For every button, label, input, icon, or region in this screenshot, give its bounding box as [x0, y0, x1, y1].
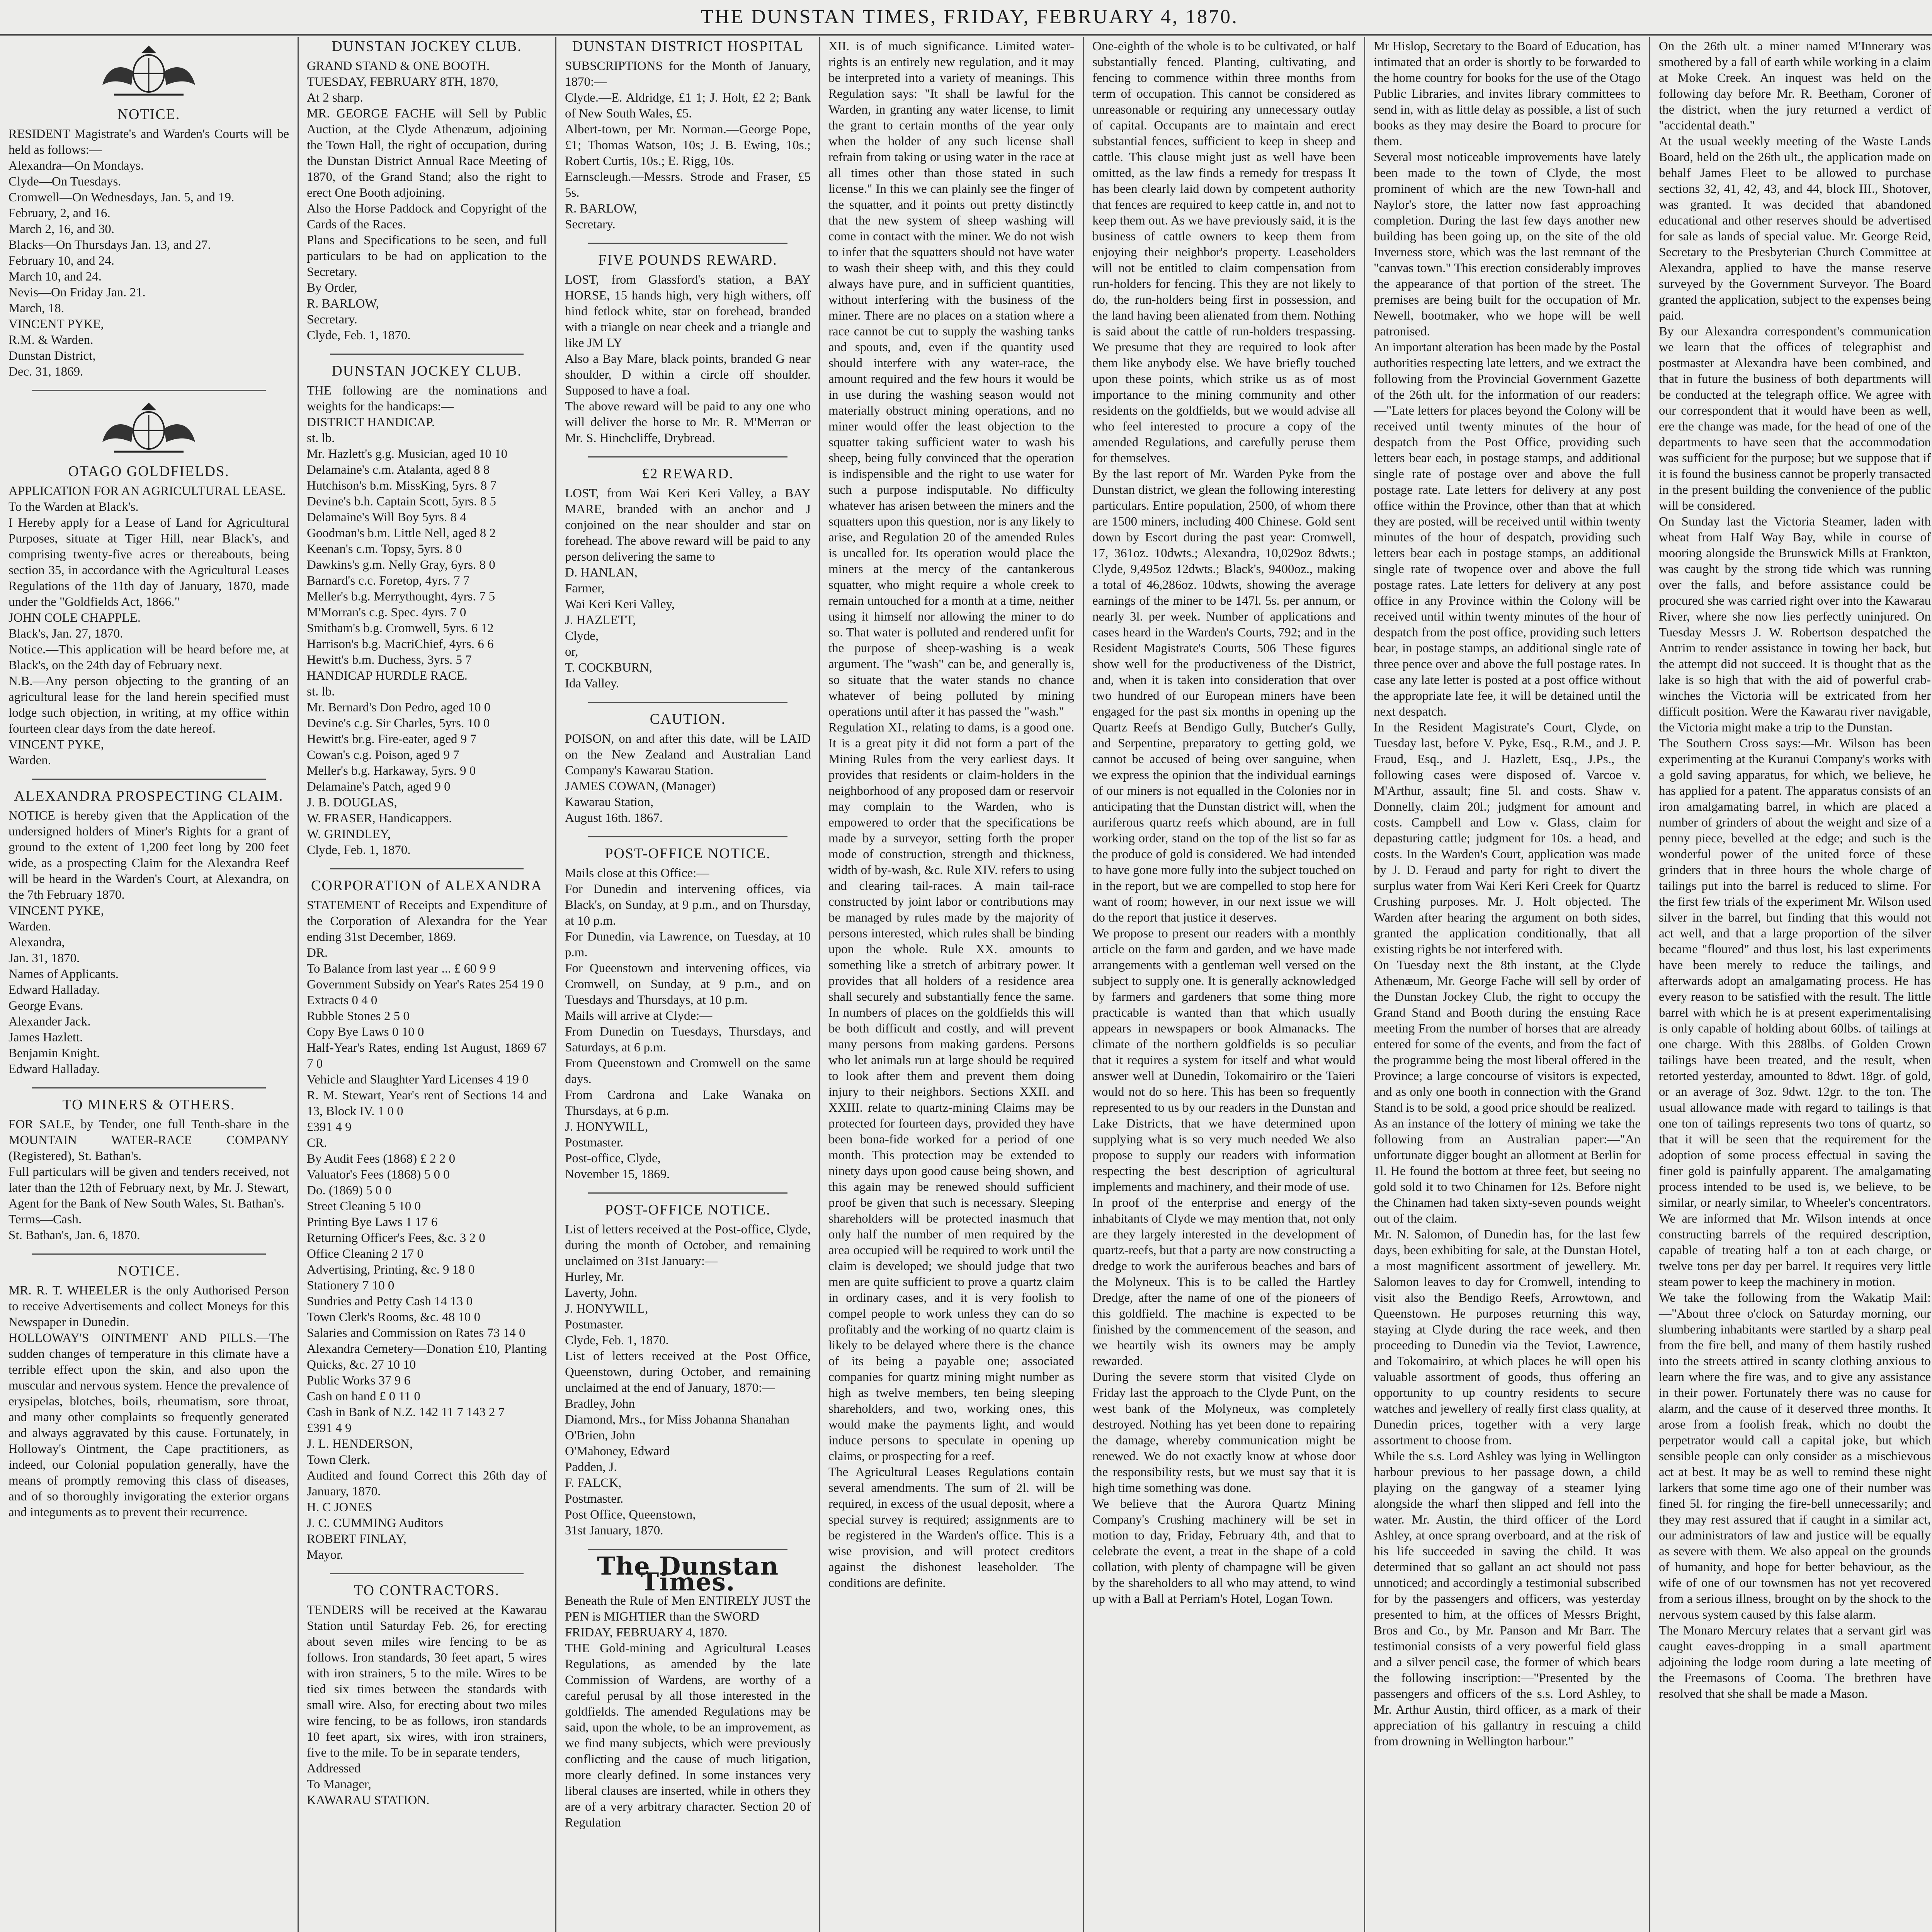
article-separator — [32, 1087, 266, 1088]
article-block — [828, 39, 1074, 1591]
article-text: THE following are the nominations and weights for the handicaps:— DISTRICT HANDICAP. st. lb. Mr. Hazlett's g.g. Musician, aged 10 10 Delamaine's c.m. Atalanta, aged 8 8 Hutchison's b.m. MissKing, 5yrs. 8 7 Devine's b.h. Captain Scott, 5yrs. 8 5 Delamaine's Will Boy 5yrs. 8 4 Goodman's b.m. Little Nell, aged 8 2 Keenan's c.m. Topsy, 5yrs. 8 0 Dawkins's g.m. Nelly Gray, 6yrs. 8 0 Barnard's c.c. Foretop, 4yrs. 7 7 Meller's b.g. Merrythought, 4yrs. 7 5 M'Morran's c.g. Spec. 4yrs. 7 0 Smitham's b.g. Cromwell, 5yrs. 6 12 Harrison's b.g. MacriChief, 4yrs. 6 6 Hewitt's b.m. Duchess, 3yrs. 5 7 HANDICAP HURDLE RACE. st. lb. Mr. Bernard's Don Pedro, aged 10 0 Devine's c.g. Sir Charles, 5yrs. 10 0 Hewitt's br.g. Fire-eater, aged 9 7 Cowan's c.g. Poison, aged 9 7 Meller's b.g. Harkaway, 5yrs. 9 0 Delamaine's Patch, aged 9 0 J. B. DOUGLAS, W. FRASER, Handicappers. W. GRINDLEY, Clyde, Feb. 1, 1870. — [307, 384, 547, 857]
article-separator — [330, 1573, 524, 1574]
article-text: On the 26th ult. a miner named M'Innerary was smothered by a fall of earth while working in a claim at Moke Creek. An inquest was held on the following day before Mr. R. Beetham, Coroner of the district, when the jury returned a verdict of "accidental death." At the usual weekly meeting of the Waste Lands Board, held on the 26th ult., the application made on behalf James Fleet to be allowed to purchase sections 32, 41, 42, 43, and 44, block III., Shotover, was granted. It was decided that abandoned educational and other reserves should be advertised for sale as lands of special value. Mr. George Reid, Secretary to the Presbyterian Church Committee at Alexandra, applied to have the manse reserve surveyed by the Government Surveyor. The Board granted the application, subject to the expenses being paid. By our Alexandra correspondent's communication we learn that the offices of telegraphist and postmaster at Alexandra have been combined, and that in future the business of both departments will be conducted at the telegraph office. We agree with our correspondent that it would have been as well, ere the change was made, for the head of one of the departments to have seen that the accommodation was sufficient for the purpose; but we suppose that if it is found the business cannot be properly transacted in the present building the convenience of the public will be considered. On Sunday last the Victoria Steamer, laden with wheat from Half Way Bay, while in course of mooring alongside the Brunswick Mills at Frankton, was caught by the strong tide which was running over the falls, and before assistance could be procured she was carried right over into the Kawarau River, where she now lies perfectly uninjured. On Tuesday Messrs J. W. Robertson despatched the Antrim to render assistance in towing her back, but the attempt did not succeed. It is thought that as the lake is so high that with the aid of powerful crab-winches the Victoria will be extricated from her difficult position. Were the Kawarau river navigable, the Victoria might make a trip to the Dunstan. The Southern Cross says:—Mr. Wilson has been experimenting at the Kuranui Company's works with a gold saving apparatus, for which, we believe, he has applied for a patent. The apparatus consists of an iron amalgamating barrel, in which are placed a number of grinders of about the weight and size of a penny piece, bevelled at the edge; and such is the wonderful power of the united force of these grinders that in three hours the whole charge of tailings put into the barrel is reduced to slime. For the first few trials of the experiment Mr. Wilson used silver in the barrel, but finding that this would not act well, and that a large proportion of the silver became "floured" and thus lost, his last experiments have been merely to reduce the tailings, and afterwards adopt an amalgamating process. He has every reason to be satisfied with the result. The little barrel with which he is at present experimentalising is only capable of holding about 60lbs. of tailings at one charge. With this 288lbs. of Golden Crown tailings have been treated, and the result, when retorted yesterday, amounted to 8dwt. 18gr. of gold, or an average of 3oz. 9dwt. 12gr. to the ton. The usual allowance made with regard to tailings is that one ton of tailings represents two tons of quartz, so that it will be seen that the requirement for the adoption of some process effectual in saving the finer gold is painfully apparent. The amalgamating process intended to be used is, we believe, to be similar, or nearly similar, to Wheeler's concentrators. We are informed that Mr. Wilson intends at once constructing barrels of the required description, capable of treating half a ton at each charge, or twelve tons per day per barrel. It requires very little steam power to keep the machinery in motion. We take the following from the Wakatip Mail:—"About three o'clock on Saturday morning, our slumbering inhabitants were startled by a sharp peal from the fire bell, and many of them hastily rushed into the streets attired in scanty clothing anxious to learn where the fire was, and to give any assistance in their power. Fortunately there was no cause for alarm, and the cause of it deserved three months. It arose from a foolish freak, which no doubt the perpetrator would call a capital joke, but which sensible people can only consider as a mischievous act at best. It may be as well to remind these night larkers that some time ago one of their number was fined 5l. for ringing the fire-bell unnecessarily; and they may rest assured that if caught in a similar act, our administrators of law and justice will be equally as severe with them. We also appeal on the grounds of humanity, and hope for better behaviour, as the wife of one of our townsmen has not yet recovered from a serious illness, brought on by the shock to the nervous system caused by this false alarm. The Monaro Mercury relates that a servant girl was caught eaves-dropping in a small apartment adjoining the lodge room during a late meeting of the Freemasons of Cooma. The brethren have resolved that she shall be made a Mason. — [1659, 39, 1931, 1701]
article-separator — [32, 390, 266, 391]
article-text: LOST, from Glassford's station, a BAY HORSE, 15 hands high, very high withers, off hind fetlock white, star on forehead, branded with a triangle on near cheek and a triangle and like JM LY Also a Bay Mare, black points, branded G near shoulder, D within a circle off shoulder. Supposed to have a foal. The above reward will be paid to any one who will deliver the horse to Mr. R. M'Merran or Mr. S. Hinchcliffe, Drybread. — [565, 273, 811, 445]
article-block — [9, 400, 289, 769]
article-heading: POST-OFFICE NOTICE. — [605, 845, 771, 862]
royal-crest-icon — [91, 43, 207, 100]
article-text: Beneath the Rule of Men ENTIRELY JUST the PEN is MIGHTIER than the SWORD FRIDAY, FEBRUARY 4, 1870. THE Gold-mining and Agricultural Leases Regulations, as amended by the late Commission of Wardens, are worthy of a careful perusal by all those interested in the goldfields. The amended Regulations may be said, upon the whole, to be an improvement, as we find many subjects, which were previously conflicting and the cause of much litigation, more clearly defined. In some instances very liberal clauses are inserted, while in others they are of a very arbitrary character. Section 20 of Regulation — [565, 1594, 811, 1830]
article-heading: DUNSTAN JOCKEY CLUB. — [332, 363, 522, 379]
article-text: Mails close at this Office:— For Dunedin and intervening offices, via Black's, on Sunday, at 9 p.m., and on Thursday, at 10 p.m. For Dunedin, via Lawrence, on Tuesday, at 10 p.m. For Queenstown and intervening offices, via Cromwell, on Sunday, at 9 p.m., and on Tuesdays and Thursdays, at 10 p.m. Mails will arrive at Clyde:— From Dunedin on Tuesdays, Thursdays, and Saturdays, at 6 p.m. From Queenstown and Cromwell on the same days. From Cardrona and Lake Wanaka on Thursdays, at 6 p.m. J. HONYWILL, Postmaster. Post-office, Clyde, November 15, 1869. — [565, 866, 811, 1181]
article-separator — [588, 1549, 787, 1550]
column-2 — [298, 39, 555, 1932]
article-text: MR. R. T. WHEELER is the only Authorised Person to receive Advertisements and collect Moneys for this Newspaper in Dunedin. HOLLOWAY'S OINTMENT AND PILLS.—The sudden changes of temperature in this climate have a terrible effect upon the skin, and also upon the muscular and nervous system. Hence the prevalence of erysipelas, blotches, boils, rheumatism, sore throat, and many other complaints so frequently generated and always aggravated by this cause. Fortunately, in Holloway's Ointment, the Cape practitioners, as indeed, our Colonial population generally, have the means of promptly removing this class of diseases, and of so thoroughly invigorating the exterior organs and integuments as to prevent their recurrence. — [9, 1284, 289, 1519]
article-block — [307, 878, 547, 1563]
article-block — [9, 788, 289, 1077]
article-heading: FIVE POUNDS REWARD. — [598, 252, 777, 268]
article-separator — [588, 1192, 787, 1194]
column-7 — [1650, 39, 1932, 1932]
article-text: TENDERS will be received at the Kawarau Station until Saturday Feb. 26, for erecting about seven miles wire fencing to be as follows. Iron standards, 30 feet apart, 5 wires with iron strainers, 5 to the mile. Wires to be tied six times between the standards with small wire. Also, for erecting about two miles wire fencing, to be as follows, iron standards 10 feet apart, six wires, with iron strainers, five to the mile. To be in separate tenders, Addressed To Manager, KAWARAU STATION. — [307, 1603, 547, 1807]
article-block — [307, 363, 547, 858]
article-block — [1374, 39, 1641, 1750]
royal-crest-icon — [91, 400, 207, 457]
article-text: NOTICE is hereby given that the Application of the undersigned holders of Miner's Rights for a grant of ground to the extent of 1,200 feet long by 200 feet wide, as a prospecting Claim for the Alexandra Reef will be heard in the Warden's Court, at Alexandra, on the 7th February 1870. VINCENT PYKE, Warden. Alexandra, Jan. 31, 1870. Names of Applicants. Edward Halladay. George Evans. Alexander Jack. James Hazlett. Benjamin Knight. Edward Halladay. — [9, 809, 289, 1076]
article-text: STATEMENT of Receipts and Expenditure of the Corporation of Alexandra for the Year ending 31st December, 1869. DR. To Balance from last year ... £ 60 9 9 Government Subsidy on Year's Rates 254 19 0 Extracts 0 4 0 Rubble Stones 2 5 0 Copy Bye Laws 0 10 0 Half-Year's Rates, ending 1st August, 1869 67 7 0 Vehicle and Slaughter Yard Licenses 4 19 0 R. M. Stewart, Year's rent of Sections 14 and 13, Block IV. 1 0 0 £391 4 9 CR. By Audit Fees (1868) £ 2 2 0 Valuator's Fees (1868) 5 0 0 Do. (1869) 5 0 0 Street Cleaning 5 10 0 Printing Bye Laws 1 17 6 Returning Officer's Fees, &c. 3 2 0 Office Cleaning 2 17 0 Advertising, Printing, &c. 9 18 0 Stationery 7 10 0 Sundries and Petty Cash 14 13 0 Town Clerk's Rooms, &c. 48 10 0 Salaries and Commission on Rates 73 14 0 Alexandra Cemetery—Donation £10, Planting Quicks, &c. 27 10 10 Public Works 37 9 6 Cash on hand £ 0 11 0 Cash in Bank of N.Z. 142 11 7 143 2 7 £391 4 9 J. L. HENDERSON, Town Clerk. Audited and found Correct this 26th day of January, 1870. H. C JONES J. C. CUMMING Auditors ROBERT FINLAY, Mayor. — [307, 898, 547, 1562]
article-separator — [330, 868, 524, 869]
article-block — [307, 39, 547, 344]
article-heading: DUNSTAN JOCKEY CLUB. — [332, 39, 522, 54]
article-heading: NOTICE. — [117, 1263, 180, 1279]
article-text: LOST, from Wai Keri Keri Valley, a BAY MARE, branded with an anchor and J conjoined on the near shoulder and star on forehead. The above reward will be paid to any person delivering the same to D. HANLAN, Farmer, Wai Keri Keri Valley, J. HAZLETT, Clyde, or, T. COCKBURN, Ida Valley. — [565, 486, 811, 690]
article-separator — [32, 1253, 266, 1255]
article-heading: DUNSTAN DISTRICT HOSPITAL — [572, 39, 804, 54]
article-text: RESIDENT Magistrate's and Warden's Courts will be held as follows:— Alexandra—On Mondays. Clyde—On Tuesdays. Cromwell—On Wednesdays, Jan. 5, and 19. February, 2, and 16. March 2, 16, and 30. Blacks—On Thursdays Jan. 13, and 27. February 10, and 24. March 10, and 24. Nevis—On Friday Jan. 21. March, 18. VINCENT PYKE, R.M. & Warden. Dunstan District, Dec. 31, 1869. — [9, 127, 289, 379]
article-separator — [330, 354, 524, 355]
article-block — [565, 846, 811, 1182]
article-separator — [32, 779, 266, 780]
article-separator — [588, 702, 787, 703]
article-block — [307, 1583, 547, 1808]
article-heading: CORPORATION of ALEXANDRA — [311, 878, 543, 894]
article-text: List of letters received at the Post-office, Clyde, during the month of October, and remaining unclaimed on 31st January:— Hurley, Mr. Laverty, John. J. HONYWILL, Postmaster. Clyde, Feb. 1, 1870. List of letters received at the Post Office, Queenstown, during October, and remaining unclaimed at the end of January, 1870:— Bradley, John Diamond, Mrs., for Miss Johanna Shanahan O'Brien, John O'Mahoney, Edward Padden, J. F. FALCK, Postmaster. Post Office, Queenstown, 31st January, 1870. — [565, 1223, 811, 1537]
article-heading: TO MINERS & OTHERS. — [62, 1097, 235, 1113]
article-block — [565, 39, 811, 233]
article-text: FOR SALE, by Tender, one full Tenth-share in the MOUNTAIN WATER-RACE COMPANY (Registered), St. Bathan's. Full particulars will be given and tenders received, not later than the 12th of February next, by Mr. J. Stewart, Agent for the Bank of New South Wales, St. Bathan's. Terms—Cash. St. Bathan's, Jan. 6, 1870. — [9, 1117, 289, 1242]
article-block — [565, 466, 811, 692]
article-block — [9, 1097, 289, 1243]
article-block — [565, 711, 811, 826]
column-3 — [556, 39, 819, 1932]
article-separator — [588, 456, 787, 457]
article-block — [1659, 39, 1931, 1702]
article-heading: OTAGO GOLDFIELDS. — [68, 463, 230, 480]
article-text: One-eighth of the whole is to be cultivated, or half substantially fenced. Planting, cultivating, and fencing to commence within three months from term of occupation. This cannot be considered as unreasonable or requiring any unnecessary outlay of capital. Occupants are to maintain and erect substantial fences, sufficient to keep in sheep and cattle. This clause might just as well have been omitted, as the law finds a remedy for trespass It has been clearly laid down by competent authority that fences are required to keep cattle in, and not to keep them out. As we have previously said, it is the business of cattle owners to keep them from enjoying their neighbor's property. Leaseholders will not be entitled to claim compensation from run-holders for fencing. This they are not likely to do, the run-holders being first in possession, and the land having been alienated from them. Nothing is said about the cattle of run-holders trespassing. We presume that they are required to look after them like anybody else. We have briefly touched upon these points, which strike us as of most importance to the mining community and other residents on the goldfields, but we would advise all who feel interested to procure a copy of the amended Regulations, and carefully peruse them for themselves. By the last report of Mr. Warden Pyke from the Dunstan district, we glean the following interesting particulars. Entire population, 2500, of whom there are 1500 miners, including 400 Chinese. Gold sent down by Escort during the past year: Cromwell, 17, 361oz. 10dwts.; Alexandra, 10,029oz 8dwts.; Clyde, 9,495oz 12dwts.; Black's, 9400oz., making a total of 46,286oz. 10dwts, showing the average earnings of the miner to be 147l. 5s. per annum, or nearly 3l. per week. Number of applications and cases heard in the Warden's Courts, 792; and in the Resident Magistrate's Courts, 506 These figures show well for the productiveness of the District, and, when it is taken into consideration that over two hundred of our European miners have been engaged for the past six months in opening up the Quartz Reefs at Bendigo Gully, Butcher's Gully, and Serpentine, preparatory to getting gold, we cannot be accused of being over sanguine, when we express the opinion that the individual earnings of our miners is not equalled in the Colonies nor in anticipating that the Dunstan district will, when the auriferous quartz reefs which abound, are in full working order, stand on the top of the list so far as the produce of gold is considered. We had intended to have gone more fully into the subject touched on in the report, but we are compelled to stop here for want of room; however, in our next issue we will do the report that justice it deserves. We propose to present our readers with a monthly article on the farm and garden, and we have made arrangements with a gentleman well versed on the subject to supply one. It is generally acknowledged by farmers and gardeners that some thing more practicable is wanted than that which usually appears in newspapers or book Almanacks. The climate of the northern goldfields is so peculiar that it requires a system for itself and what would answer well at Dunedin, Tokomairiro or the Taieri would not do so here. This has been so frequently represented to us by our readers in the Dunstan and Lake Districts, that we have determined upon supplying what is so very much needed We also propose to supply our readers with information respecting the best description of agricultural implements and machinery, and their mode of use. In proof of the enterprise and energy of the inhabitants of Clyde we may mention that, not only are they largely interested in the development of quartz-reefs, but that a party are now constructing a dredge to work the auriferous beaches and bars of the Molyneux. This is to be called the Hartley Dredge, after the name of one of the pioneers of this goldfield. The machine is expected to be finished by the commencement of the season, and we heartily wish its owners may be amply rewarded. During the severe storm that visited Clyde on Friday last the approach to the Clyde Punt, on the west bank of the Molyneux, was completely destroyed. Nothing has yet been done to repairing the damage, whereby communication might be renewed. We do not exactly know at whose door the responsibility rests, but we must say that it is high time something was done. We believe that the Aurora Quartz Mining Company's Crushing machinery will be set in motion to day, Friday, February 4th, and that to celebrate the event, a treat in the shape of a cold collation, with plenty of champagne will be given by the shareholders to all who may attend, to wind up with a Ball at Perriam's Hotel, Logan Town. — [1092, 39, 1355, 1606]
article-block — [9, 43, 289, 380]
article-heading: NOTICE. — [117, 106, 180, 122]
article-heading: CAUTION. — [650, 711, 726, 727]
article-text: SUBSCRIPTIONS for the Month of January, 1870:— Clyde.—E. Aldridge, £1 1; J. Holt, £2 2; Bank of New South Wales, £5. Albert-town, per Mr. Norman.—George Pope, £1; Thomas Watson, 10s; J. B. Ewing, 10s.; Robert Curtis, 10s.; E. Rigg, 10s. Earnscleugh.—Messrs. Strode and Fraser, £5 5s. R. BARLOW, Secretary. — [565, 59, 811, 231]
article-block — [565, 1552, 811, 1831]
article-block — [1092, 39, 1355, 1607]
article-heading: £2 REWARD. — [642, 466, 734, 482]
article-separator — [588, 243, 787, 244]
article-heading: ALEXANDRA PROSPECTING CLAIM. — [14, 788, 284, 804]
column-6 — [1365, 39, 1649, 1932]
column-5 — [1084, 39, 1364, 1932]
article-separator — [588, 836, 787, 837]
article-text: POISON, on and after this date, will be LAID on the New Zealand and Australian Land Company's Kawarau Station. JAMES COWAN, (Manager) Kawarau Station, August 16th. 1867. — [565, 732, 811, 825]
masthead: THE DUNSTAN TIMES, FRIDAY, FEBRUARY 4, 1870. — [0, 0, 1932, 36]
newspaper-nameplate: The Dunstan Times. — [597, 1552, 779, 1597]
column-1 — [0, 39, 298, 1932]
article-block — [565, 1202, 811, 1539]
article-block — [565, 252, 811, 446]
article-text: GRAND STAND & ONE BOOTH. TUESDAY, FEBRUARY 8TH, 1870, At 2 sharp. MR. GEORGE FACHE will Sell by Public Auction, at the Clyde Athenæum, adjoining the Town Hall, the right of occupation, during the Dunstan District Annual Race Meeting of 1870, of the Grand Stand; also the right to erect One Booth adjoining. Also the Horse Paddock and Copyright of the Cards of the Races. Plans and Specifications to be seen, and full particulars to be had on application to the Secretary. By Order, R. BARLOW, Secretary. Clyde, Feb. 1, 1870. — [307, 59, 547, 342]
article-heading: TO CONTRACTORS. — [354, 1582, 500, 1599]
column-4 — [820, 39, 1083, 1932]
article-heading: POST-OFFICE NOTICE. — [605, 1202, 771, 1218]
article-text: XII. is of much significance. Limited water-rights is an entirely new regulation, and it may be interpreted into a variety of meanings. This Regulation says: "It shall be lawful for the Warden, in granting any water license, to limit the grant to certain months of the year only when the holder of any such license shall refrain from taking or using water in the race at all times other than those stated in such license." In this we can plainly see the finger of the squatter, and it points out pretty distinctly that the new system of sheep washing will come in contact with the miner. We do not wish to infer that the squatters should not have water to wash their sheep with, and this they could always have pure, and in sufficient quantities, without interfering with the business of the miner. There are no places on a station where a race cannot be cut to supply the washing tanks and spouts, and, even if the quantity used should interfere with any water-race, the amount required and the few hours it would be in use during the washing season would not materially obstruct mining operations, and no miner would offer the least objection to the squatter taking sufficient water to wash his sheep, being fully convinced that the operation is indispensible and the right to use water for such a purpose indisputable. No difficulty whatever has arisen between the miners and the squatters upon this question, nor is any likely to arise, and Regulation 20 of the amended Rules is uncalled for. Its operation would place the miners at the mercy of the cantankerous squatter, who might require a whole creek to remain untouched for a month at a time, neither using it himself nor allowing the miner to do so. That water is polluted and rendered unfit for the purpose of sheep-washing is a weak argument. The "wash" can be, and generally is, so situate that the water stands no chance whatever of being polluted by mining operations until after it has passed the "wash." Regulation XI., relating to dams, is a good one. It is a great pity it did not form a part of the Mining Rules from the very earliest days. It provides that residents or claim-holders in the neighborhood of any proposed dam or reservoir may complain to the Warden, who is empowered to order that the specifications be made by a surveyor, setting forth the proper mode of construction, strength and thickness, width of by-wash, &c. Rule XIV. refers to using and clearing tail-races. A main tail-race constructed by joint labor or contributions may be managed by rules made by the majority of persons interested, which rules shall be binding upon the whole. Rule XX. amounts to something like a stretch of arbitrary power. It provides that all holders of a residence area shall securely and substantially fence the same. In numbers of places on the goldfields this will be both difficult and costly, and will prevent many persons from making gardens. Persons who let animals run at large should be required to look after them and prevent them doing injury to their neighbors. Sections XXII. and XXIII. relate to quartz-mining Claims may be protected for fourteen days, provided they have been bona-fide worked for a period of one month. This protection may be extended to ninety days upon good cause being shown, and this again may be renewed should sufficient proof be given that such is necessary. Sleeping shareholders will be protected inasmuch that only half the number of men required by the area occupied will be required to work until the claim is developed; we should judge that two men are quite sufficient to prove a quartz claim in ordinary cases, and it is very foolish to compel people to work unless they can do so profitably and the working of no quartz claim is likely to be delayed where there is the chance of its being a payable one; associated companies for quartz mining might number as high as twelve members, ten being sleeping shareholders, and two, working ones, this would make the payments light, and would induce persons to speculate in opening up claims, or prospecting for a reef. The Agricultural Leases Regulations contain several amendments. The sum of 2l. will be required, in excess of the usual deposit, where a special survey is required; assignments are to be registered in the Warden's office. This is a wise provision, and will protect creditors against the dishonest leaseholder. The conditions are definite. — [828, 39, 1074, 1590]
article-text: Mr Hislop, Secretary to the Board of Education, has intimated that an order is shortly to be forwarded to the home country for books for the use of the Otago Public Libraries, and invites library committees to send in, with as little delay as possible, a list of such books as they may desire the Board to procure for them. Several most noticeable improvements have lately been made to the town of Clyde, the most prominent of which are the new Town-hall and Naylor's store, the latter now fast approaching completion. During the last few days another new building has been going up, on the site of the old Inverness store, which was the last remnant of the "canvas town." This erection considerably improves the appearance of that portion of the street. The premises are being built for the occupation of Mr. Newell, bootmaker, who we hope will be well patronised. An important alteration has been made by the Postal authorities respecting late letters, and we extract the following from the Provincial Government Gazette of the 26th ult. for the information of our readers:—"Late letters for places beyond the Colony will be received until twenty minutes of the hour of despatch from the Post Office, providing such letters bear each, in postage stamps, and additional single rate of postage over and above the full postage rate. Late letters for delivery at any post office within the Province, other than that at which they are posted, will be received until within twenty minutes of the hour of despatch, providing such letters bear each in postage stamps, an additional single rate of twopence over and above the full postage rates. Late letters for delivery at any post office in any Province within the Colony will be received until within twenty minutes of the hour of despatch from the post office, providing such letters bear, in postage stamps, an additional single rate of three pence over and above the full postage rates. In case any late letter is posted at a post office without the appropriate late fee, it will be detained until the next despatch. In the Resident Magistrate's Court, Clyde, on Tuesday last, before V. Pyke, Esq., R.M., and J. P. Fraud, Esq., and J. Hazlett, Esq., J.Ps., the following cases were disposed of. Varcoe v. M'Arthur, assault; fine 5l. and costs. Shaw v. Donnelly, claim 20l.; judgment for amount and costs. Campbell and Low v. Glass, claim for depasturing cattle; judgment for 10s. a head, and costs. In the Warden's Court, application was made by J. D. Feraud and party for right to divert the surplus water from Wai Keri Keri Creek for Quartz Crushing purposes. Mr. J. Holt objected. The Warden after hearing the argument on both sides, granted the application conditionally, that all existing rights be not interfered with. On Tuesday next the 8th instant, at the Clyde Athenæum, Mr. George Fache will sell by order of the Dunstan Jockey Club, the right to occupy the Grand Stand and Booth during the ensuing Race meeting From the number of horses that are already entered for some of the events, and from the fact of the programme being the most liberal offered in the Province; a large concourse of visitors is expected, and as only one booth in connection with the Grand Stand is to be sold, a good price should be realized. As an instance of the lottery of mining we take the following from an Australian paper:—"An unfortunate digger bought an allotment at Berlin for 1l. He found the bottom at three feet, but seeing no gold sold it to two Chinamen for 12s. Before night the Chinamen had taken sixty-seven pounds weight out of the claim. Mr. N. Salomon, of Dunedin has, for the last few days, been exhibiting for sale, at the Dunstan Hotel, a most magnificent assortment of jewellery. Mr. Salomon leaves to day for Cromwell, intending to visit also the Bendigo Reefs, Arrowtown, and Queenstown. He purposes returning this way, staying at Clyde during the race week, and then proceeding to Dunedin via the Teviot, Lawrence, and Tokomairiro, at which places he will open his valuable assortment of goods, thus offering an opportunity to up country residents to secure watches and jewellery of really first class quality, at Dunedin prices, together with a very large assortment to choose from. While the s.s. Lord Ashley was lying in Wellington harbour previous to her passage down, a child playing on the gangway of a steamer lying alongside the wharf then slipped and fell into the water. Mr. Austin, the third officer of the Lord Ashley, at once sprang overboard, and at the risk of his life succeeded in saving the child. It was determined that so gallant an act should not pass unnoticed; and accordingly a testimonial subscribed for by the passengers and officers, was yesterday presented to him, at the offices of Messrs Bright, Bros and Co., by Mr. Panson and Mr Barr. The testimonial consists of a very powerful field glass and a silver pencil case, the former of which bears the following inscription:—"Presented by the passengers and officers of the s.s. Lord Ashley, to Mr. Arthur Austin, third officer, as a mark of their appreciation of his gallantry in rescuing a child from drowning in Wellington harbour." — [1374, 39, 1641, 1748]
article-text: APPLICATION FOR AN AGRICULTURAL LEASE. To the Warden at Black's. I Hereby apply for a Lease of Land for Agricultural Purposes, situate at Tiger Hill, near Black's, and comprising twenty-five acres or thereabouts, being section 35, in accordance with the Agricultural Leases Regulations of the 11th day of January, 1870, made under the "Goldfields Act, 1866." JOHN COLE CHAPPLE. Black's, Jan. 27, 1870. Notice.—This application will be heard before me, at Black's, on the 24th day of February next. N.B.—Any person objecting to the granting of an agricultural lease for the land herein specified must lodge such objection, in writing, at my office within fourteen clear days from the date hereof. VINCENT PYKE, Warden. — [9, 484, 289, 767]
article-block — [9, 1263, 289, 1520]
